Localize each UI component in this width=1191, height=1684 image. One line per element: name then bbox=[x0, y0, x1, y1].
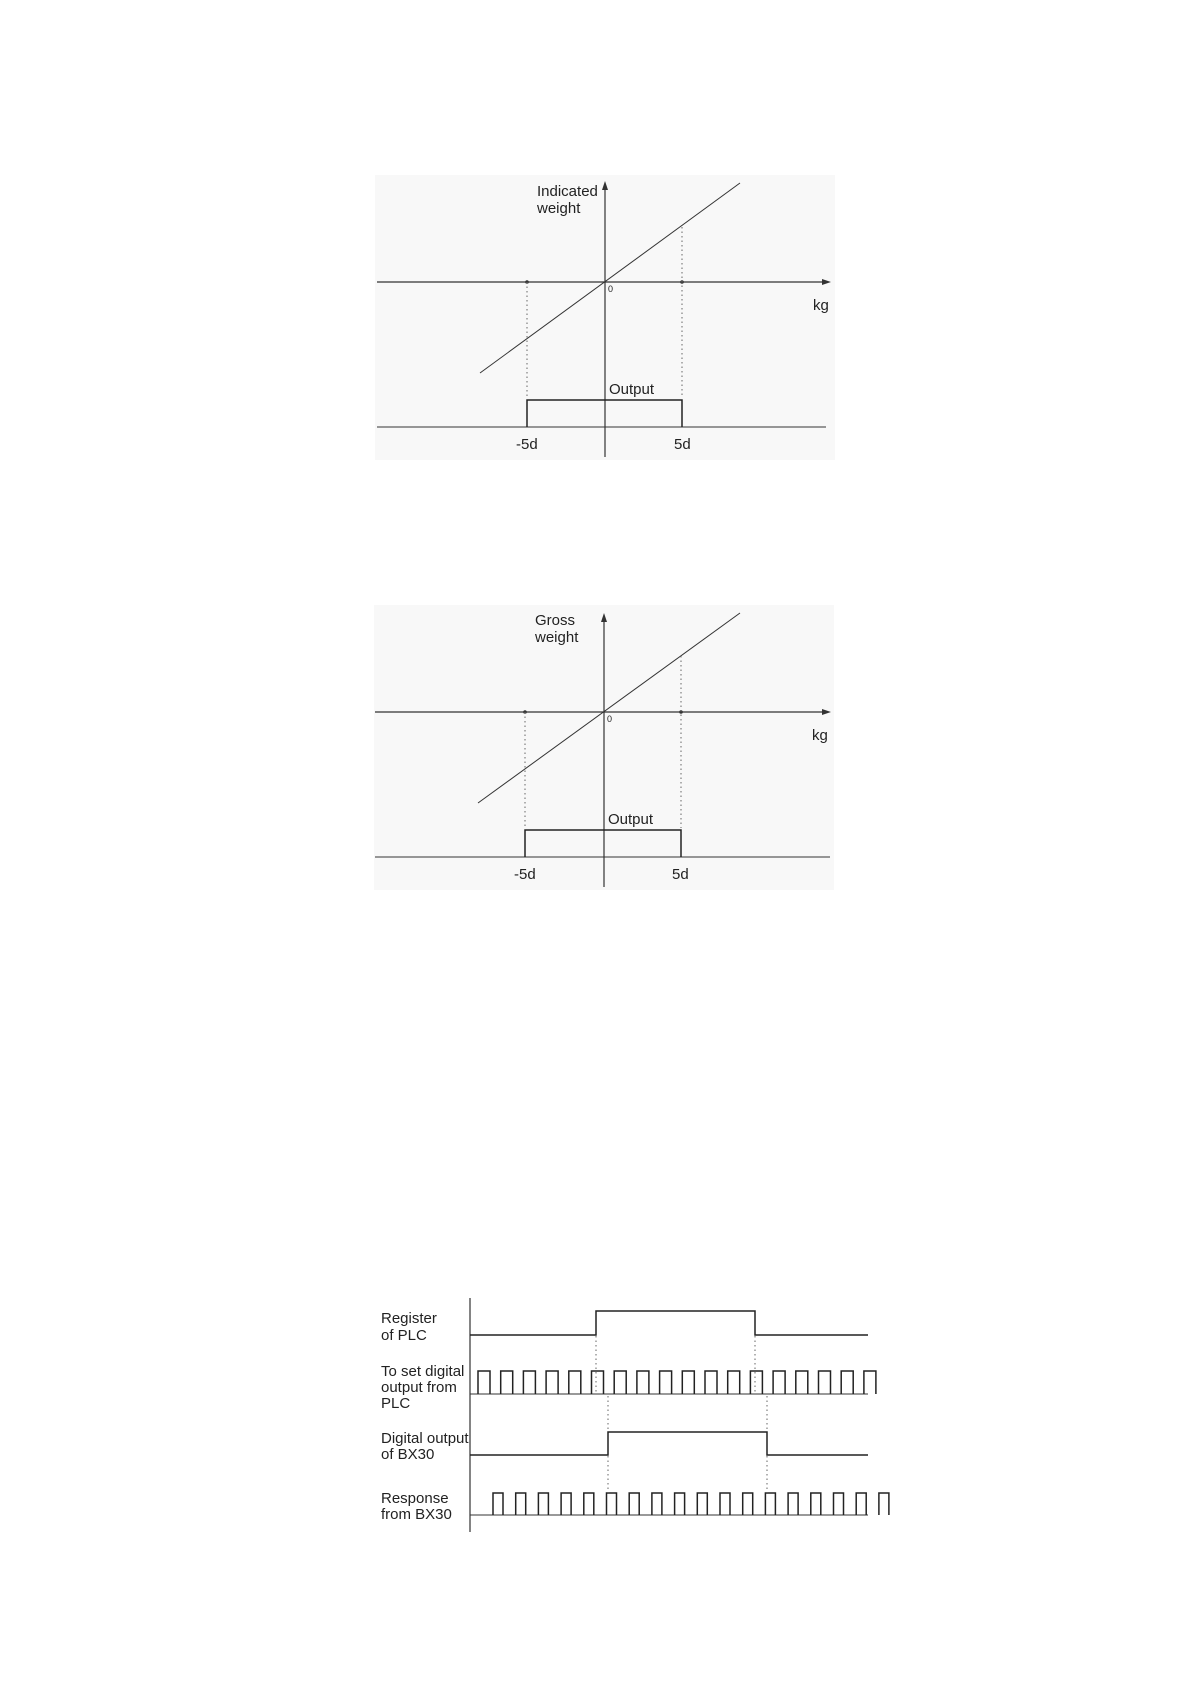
timing-row2-label-3: PLC bbox=[381, 1395, 411, 1412]
diagram2-x-unit: kg bbox=[812, 727, 828, 744]
timing-row2-label-1: To set digital bbox=[381, 1363, 465, 1380]
timing-set-output-pulses bbox=[478, 1371, 876, 1394]
timing-row3-label-2: of BX30 bbox=[381, 1446, 435, 1463]
timing-row2-label-2: output from bbox=[381, 1379, 457, 1396]
diagram1-output-label: Output bbox=[609, 381, 655, 398]
diagram-indicated-weight bbox=[375, 175, 835, 460]
timing-row1-label-1: Register bbox=[381, 1310, 437, 1327]
diagram2-output-label: Output bbox=[608, 811, 654, 828]
timing-response-pulses bbox=[493, 1493, 889, 1515]
diagram1-y-label-2: weight bbox=[537, 200, 581, 217]
diagram1-x-unit: kg bbox=[813, 297, 829, 314]
diagram1-origin: 0 bbox=[608, 284, 614, 294]
diagram-gross-weight bbox=[374, 605, 834, 890]
timing-row1-label-2: of PLC bbox=[381, 1327, 427, 1344]
diagram2-y-label-2: weight bbox=[535, 629, 579, 646]
timing-register-signal bbox=[470, 1311, 868, 1335]
timing-bx30-output-signal bbox=[470, 1432, 868, 1455]
diagram1-left-mark: -5d bbox=[516, 436, 538, 453]
diagram1-right-mark: 5d bbox=[674, 436, 691, 453]
timing-row4-label-2: from BX30 bbox=[381, 1506, 452, 1523]
diagram2-y-label-1: Gross bbox=[535, 612, 576, 629]
timing-row3-label-1: Digital output bbox=[381, 1430, 469, 1447]
timing-diagram bbox=[381, 1298, 889, 1532]
diagram1-y-label-1: Indicated bbox=[537, 183, 598, 200]
diagram2-left-mark: -5d bbox=[514, 866, 536, 883]
diagram2-right-mark: 5d bbox=[672, 866, 689, 883]
diagram2-origin: 0 bbox=[607, 714, 613, 724]
timing-row4-label-1: Response bbox=[381, 1490, 449, 1507]
